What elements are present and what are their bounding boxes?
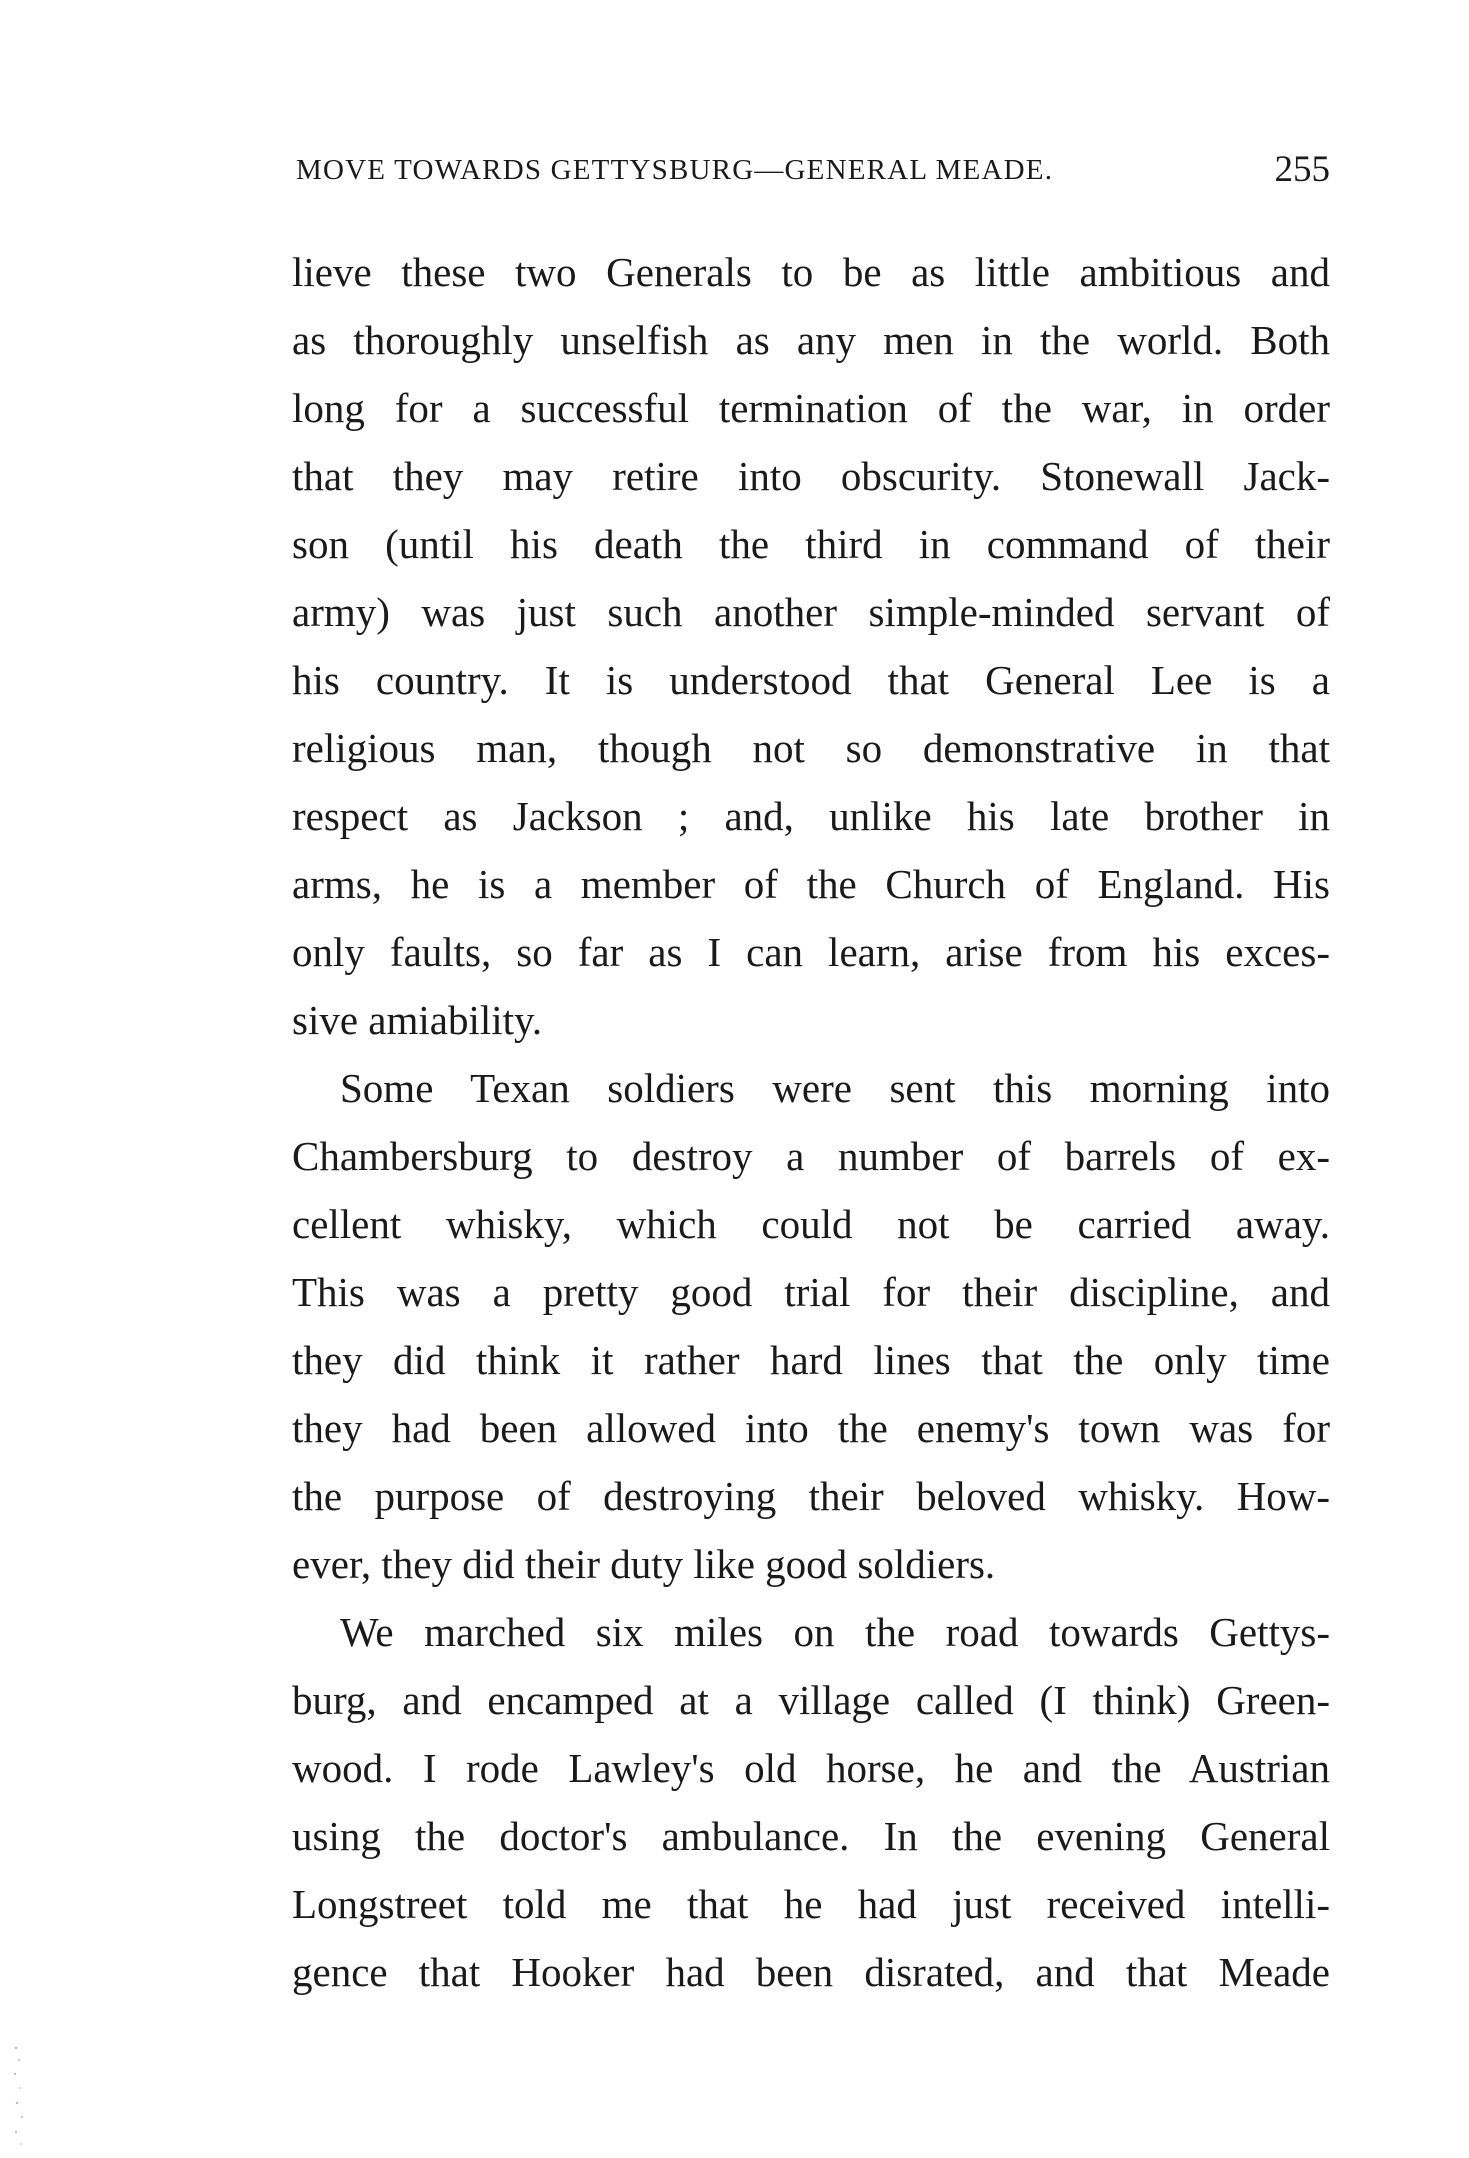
text-line: that they may retire into obscurity. Stonewall Jack- xyxy=(292,453,1330,499)
text-line: only faults, so far as I can learn, arise from his exces- xyxy=(292,929,1330,975)
text-line: sive amiability. xyxy=(292,997,543,1043)
text-line: Some Texan soldiers were sent this morning into xyxy=(340,1065,1330,1111)
page-header xyxy=(296,148,1330,198)
text-line: the purpose of destroying their beloved whisky. How- xyxy=(292,1473,1330,1519)
text-line: religious man, though not so demonstrative in that xyxy=(292,725,1330,771)
text-line: army) was just such another simple-minded servant of xyxy=(292,589,1330,635)
text-line: gence that Hooker had been disrated, and that Meade xyxy=(292,1949,1330,1995)
text-line: they had been allowed into the enemy's town was for xyxy=(292,1405,1330,1451)
body-text xyxy=(292,238,1330,2006)
text-line: respect as Jackson ; and, unlike his late brother in xyxy=(292,793,1330,839)
paragraph-1 xyxy=(292,238,1330,1054)
paragraph-2 xyxy=(292,1054,1330,1598)
text-line: Chambersburg to destroy a number of barrels of ex- xyxy=(292,1133,1330,1179)
text-line: This was a pretty good trial for their discipline, and xyxy=(292,1269,1330,1315)
text-line: wood. I rode Lawley's old horse, he and the Austrian xyxy=(292,1745,1330,1791)
text-line: Longstreet told me that he had just received intelli- xyxy=(292,1881,1330,1927)
paragraph-3 xyxy=(292,1598,1330,2006)
running-title: MOVE TOWARDS GETTYSBURG—GENERAL MEADE. xyxy=(296,154,1054,186)
text-line: We marched six miles on the road towards Gettys- xyxy=(340,1609,1330,1655)
text-line: cellent whisky, which could not be carried away. xyxy=(292,1201,1330,1247)
page-number: 255 xyxy=(1274,149,1330,190)
text-line: burg, and encamped at a village called (I think) Green- xyxy=(292,1677,1330,1723)
text-line: his country. It is understood that General Lee is a xyxy=(292,657,1330,703)
text-line: lieve these two Generals to be as little ambitious and xyxy=(292,249,1330,295)
text-line: arms, he is a member of the Church of England. His xyxy=(292,861,1330,907)
text-line: as thoroughly unselfish as any men in the world. Both xyxy=(292,317,1330,363)
text-line: ever, they did their duty like good soldiers. xyxy=(292,1541,996,1587)
text-line: son (until his death the third in command of their xyxy=(292,521,1330,567)
text-line: using the doctor's ambulance. In the evening General xyxy=(292,1813,1330,1859)
text-line: long for a successful termination of the war, in order xyxy=(292,385,1330,431)
text-line: they did think it rather hard lines that the only time xyxy=(292,1337,1330,1383)
page-edge-specks xyxy=(10,2040,32,2150)
